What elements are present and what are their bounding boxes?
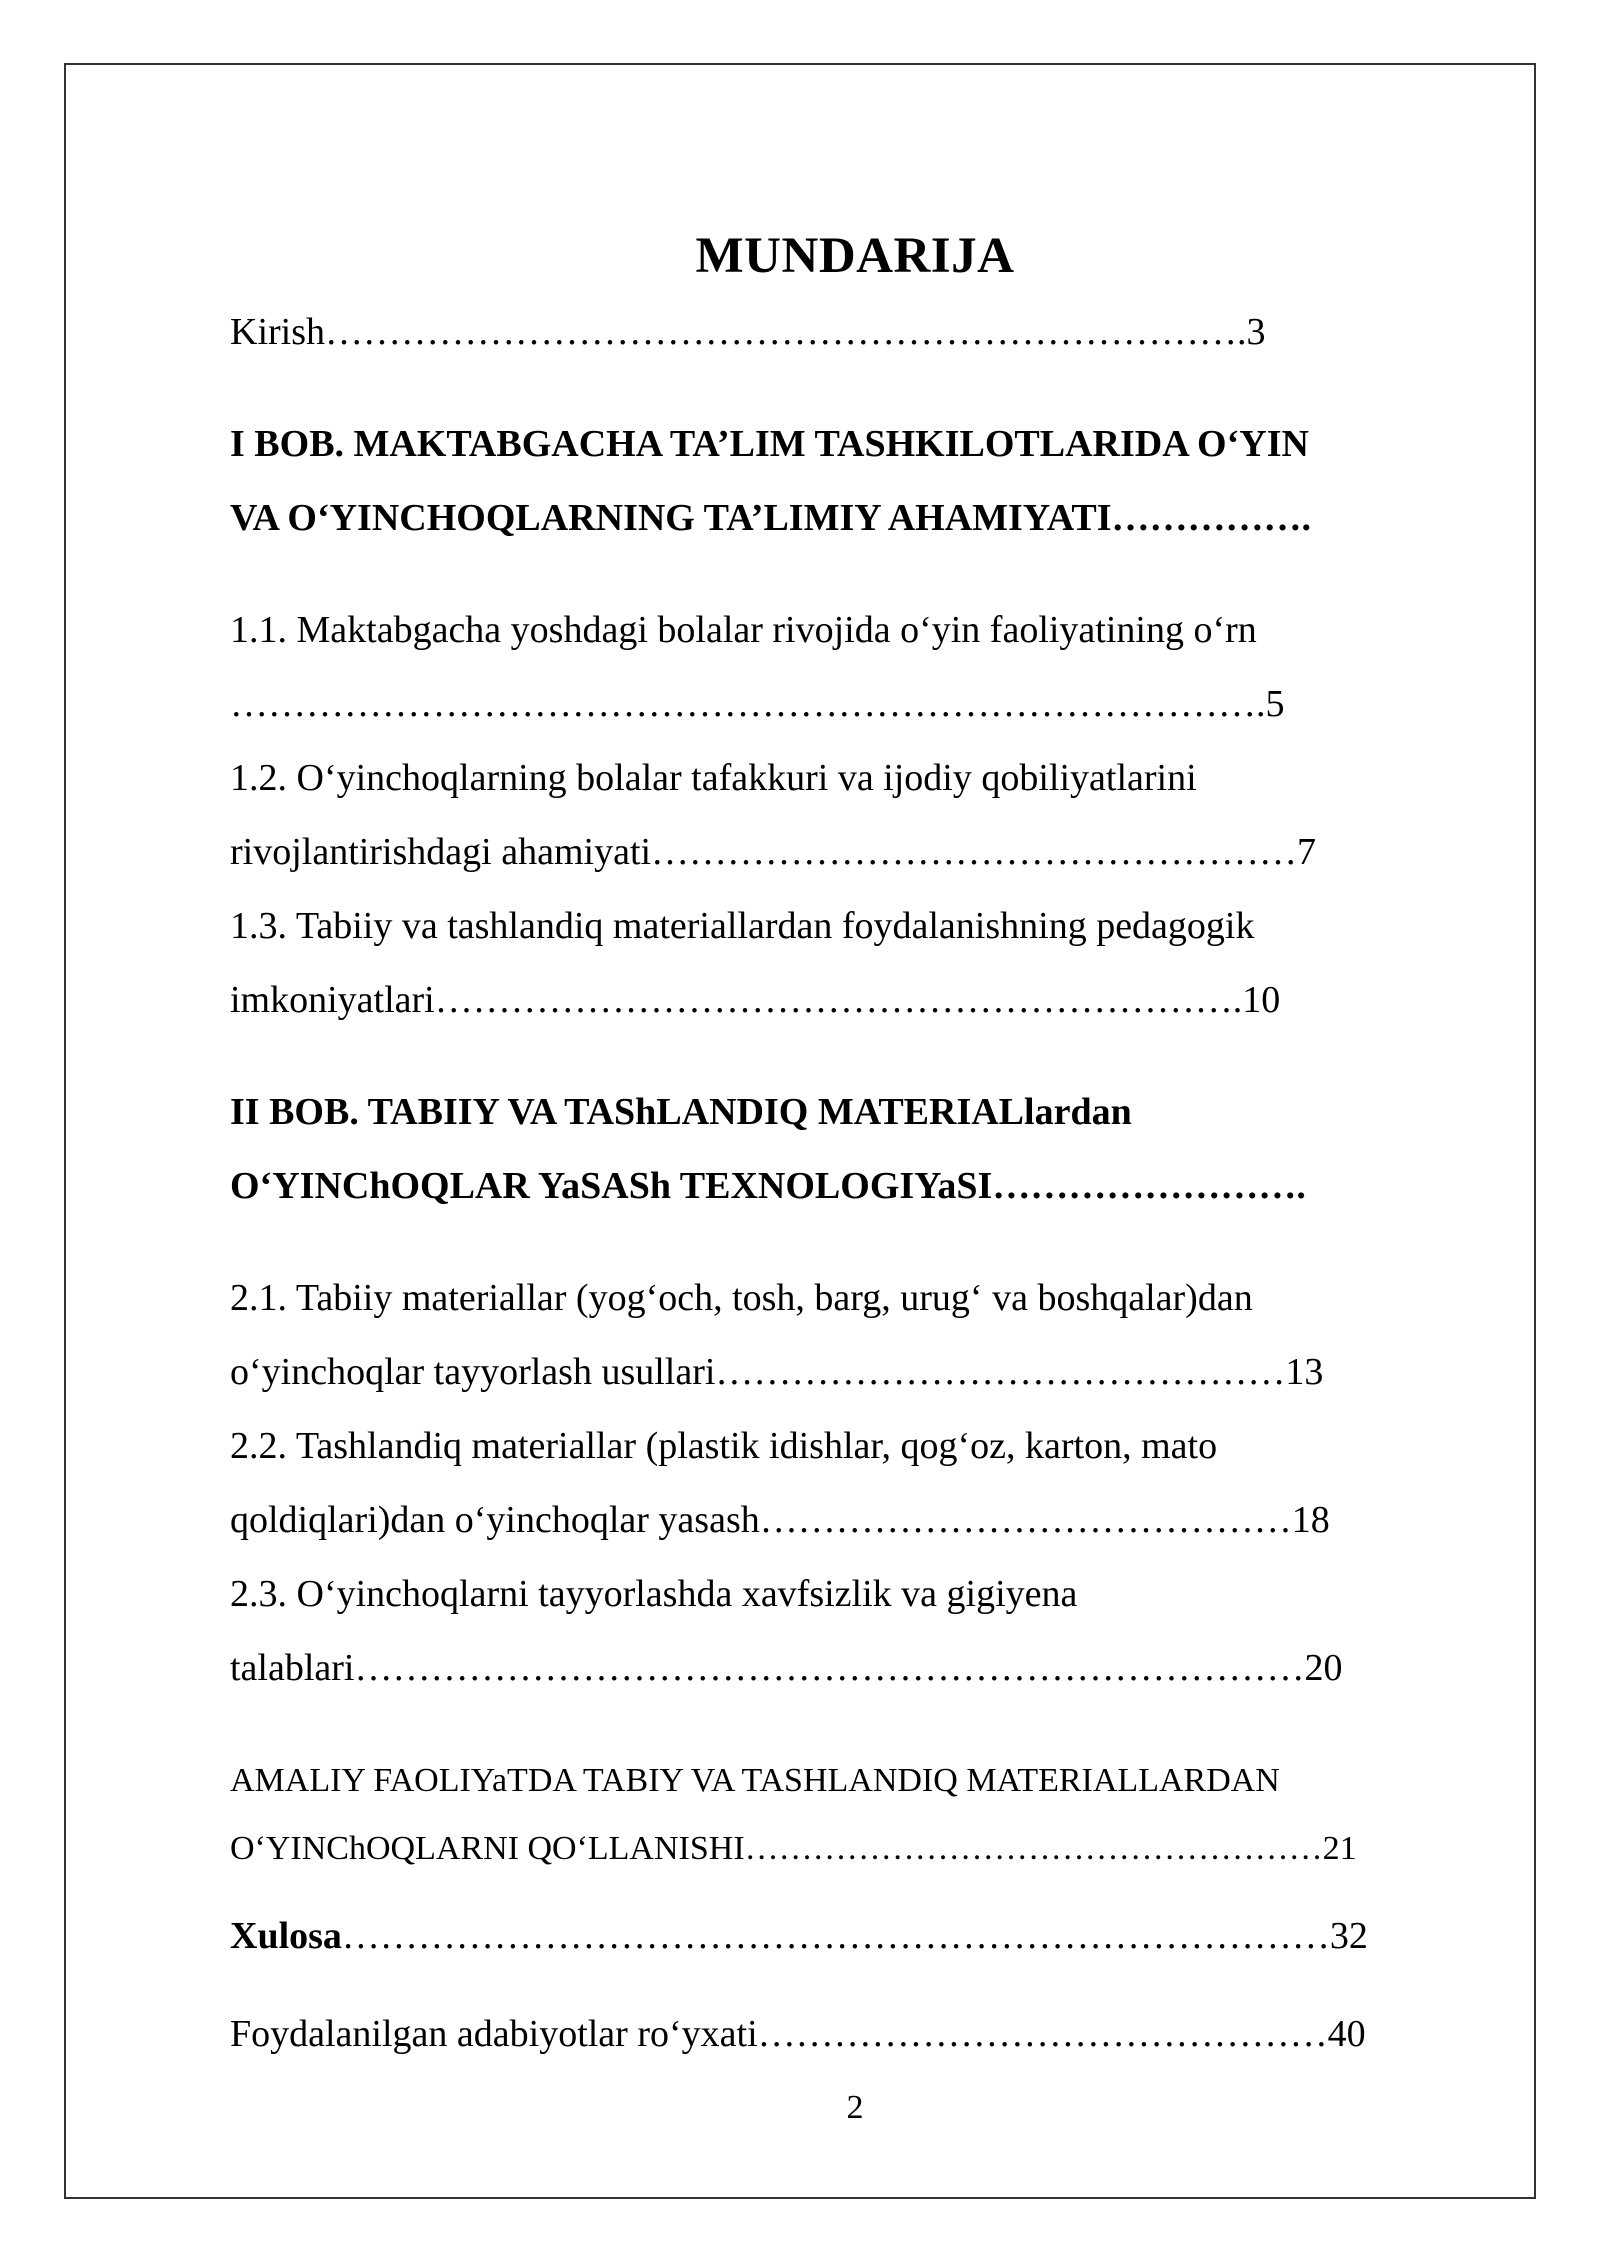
toc-entry-1-3-line-1: 1.3. Tabiiy va tashlandiq materiallardan foydalanishning pedagogik — [230, 905, 1255, 947]
toc-entry-2-3-line-1: 2.3. O‘yinchoqlarni tayyorlashda xavfsizlik va gigiyena — [230, 1573, 1078, 1615]
toc-chapter-2-line-2: O‘YINChOQLAR YaSASh TEXNOLOGIYaSI……………………. — [230, 1165, 1306, 1207]
toc-entry-1-1-line-2: ……………………………………………………………………….5 — [230, 683, 1285, 725]
conclusion-label: Xulosa — [230, 1915, 342, 1957]
toc-entry-2-2-line-1: 2.2. Tashlandiq materiallar (plastik idishlar, qog‘oz, karton, mato — [230, 1425, 1218, 1467]
toc-entry-1-1-line-1: 1.1. Maktabgacha yoshdagi bolalar rivojida o‘yin faoliyatining o‘rn — [230, 609, 1257, 651]
toc-entry-references: Foydalanilgan adabiyotlar ro‘yxati………………………………………40 — [230, 2013, 1366, 2055]
toc-practice-line-2: O‘YINChOQLARNI QO‘LLANISHI……………………………………………21 — [230, 1830, 1357, 1867]
toc-entry-2-1-line-2: o‘yinchoqlar tayyorlash usullari………………………………………13 — [230, 1351, 1324, 1393]
toc-entry-intro: Kirish……………………………………………………………….3 — [230, 311, 1266, 353]
toc-entry-1-2-line-2: rivojlantirishdagi ahamiyati……………………………………………7 — [230, 831, 1317, 873]
toc-entry-1-2-line-1: 1.2. O‘yinchoqlarning bolalar tafakkuri va ijodiy qobiliyatlarini — [230, 757, 1197, 799]
page-number: 2 — [846, 2089, 864, 2126]
toc-entry-1-3-line-2: imkoniyatlari……………………………………………………….10 — [230, 979, 1281, 1021]
toc-chapter-1-line-2: VA O‘YINCHOQLARNING TA’LIMIY AHAMIYATI……………. — [230, 497, 1311, 539]
toc-entry-2-2-line-2: qoldiqlari)dan o‘yinchoqlar yasash……………………………………18 — [230, 1499, 1330, 1541]
toc-entry-2-3-line-2: talablari…………………………………………………………………20 — [230, 1647, 1343, 1689]
toc-chapter-2-line-1: II BOB. TABIIY VA TAShLANDIQ MATERIALlardan — [230, 1091, 1132, 1133]
toc-entry-conclusion — [230, 1912, 1368, 1960]
conclusion-leader: ……………………………………………………………………32 — [341, 1915, 1368, 1957]
toc-chapter-1-line-1: I BOB. MAKTABGACHA TA’LIM TASHKILOTLARIDA O‘YIN — [230, 423, 1309, 465]
toc-practice-line-1: AMALIY FAOLIYaTDA TABIY VA TASHLANDIQ MATERIALLARDAN — [230, 1762, 1280, 1799]
toc-entry-2-1-line-1: 2.1. Tabiiy materiallar (yog‘och, tosh, barg, urug‘ va boshqalar)dan — [230, 1277, 1253, 1319]
page-title: MUNDARIJA — [695, 228, 1015, 284]
